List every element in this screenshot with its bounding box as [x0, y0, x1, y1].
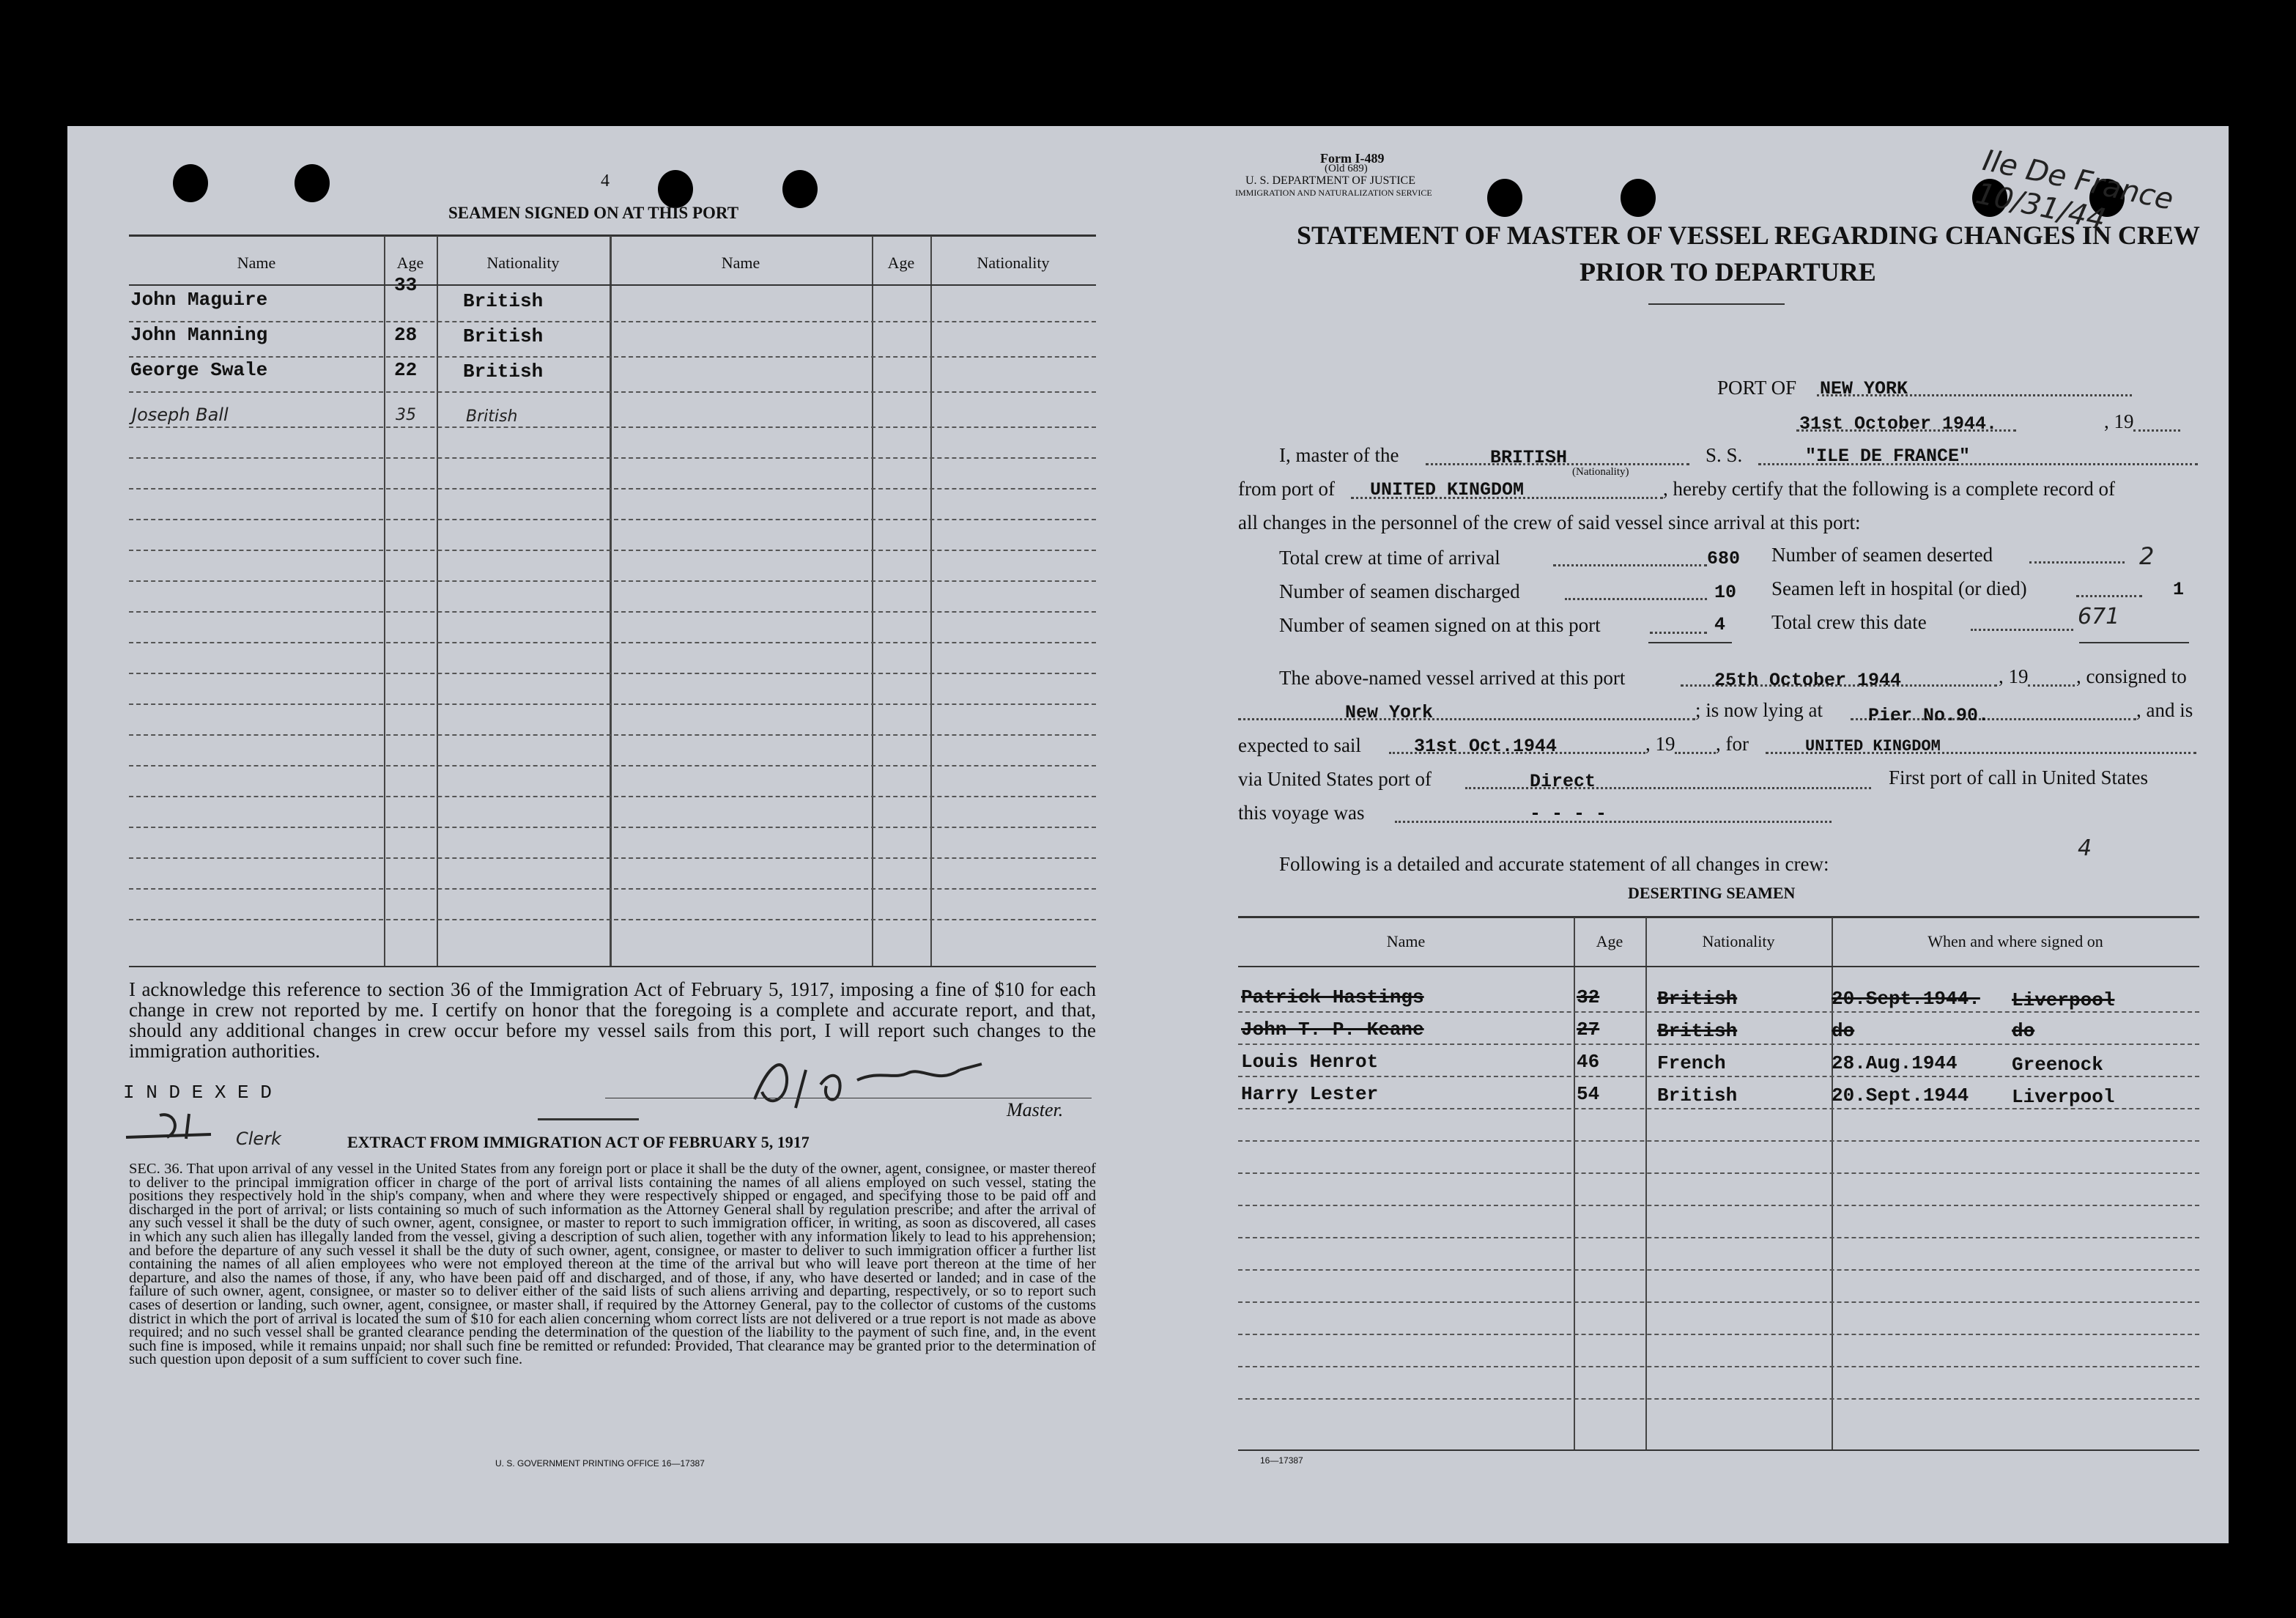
- extract-title: EXTRACT FROM IMMIGRATION ACT OF FEBRUARY 5, 1917: [347, 1133, 810, 1151]
- form-old: (Old 689): [1325, 163, 1368, 174]
- nationality-value: BRITISH: [1490, 447, 1568, 468]
- page-number: 4: [601, 171, 610, 191]
- expected-value: 31st Oct.1944: [1414, 736, 1558, 757]
- column-header: Name: [237, 254, 276, 272]
- year-label: , 19: [2104, 410, 2134, 432]
- and-is-label: , and is: [2136, 699, 2193, 721]
- via-value: Direct: [1530, 771, 1596, 792]
- signed-name: John Maguire: [130, 289, 268, 311]
- consignee-value: New York: [1345, 702, 1434, 723]
- signed-nationality: British: [463, 325, 544, 347]
- column-header: Name: [1386, 932, 1426, 950]
- form-number: Form I-489: [1320, 151, 1385, 166]
- hospital-value: 1: [2173, 579, 2185, 600]
- expected-label: expected to sail: [1238, 734, 1361, 756]
- signed-name: George Swale: [130, 359, 268, 381]
- deserting-date: 20.Sept.1944: [1832, 1085, 1969, 1107]
- deserting-place: do: [2012, 1020, 2035, 1042]
- signed-on-value: 4: [1714, 614, 1726, 635]
- margin-note: 4: [2078, 835, 2092, 861]
- printing-office: U. S. GOVERNMENT PRINTING OFFICE 16—17387: [495, 1458, 705, 1469]
- port-value: NEW YORK: [1820, 378, 1908, 399]
- form-subtitle: PRIOR TO DEPARTURE: [1580, 257, 1876, 287]
- ship-name: "ILE DE FRANCE": [1805, 446, 1971, 467]
- signed-age: 35: [396, 406, 416, 424]
- date-value: 31st October 1944.: [1799, 413, 1998, 435]
- handwritten-note: Ile De France 10/31/44: [1972, 144, 2177, 237]
- master-of-label: I, master of the: [1279, 444, 1399, 466]
- voyage-label: this voyage was: [1238, 802, 1365, 824]
- punch-hole: [1621, 179, 1656, 217]
- master-label: Master.: [1007, 1099, 1064, 1120]
- consigned-label: , consigned to: [2076, 665, 2187, 687]
- footer-code: 16—17387: [1260, 1455, 1303, 1466]
- signed-nationality: British: [463, 290, 544, 312]
- lying-label: ; is now lying at: [1695, 699, 1823, 721]
- signed-nationality: British: [466, 407, 518, 426]
- deserting-name: Harry Lester: [1241, 1083, 1379, 1105]
- port-label: PORT OF: [1717, 377, 1797, 399]
- column-header: Nationality: [977, 254, 1050, 272]
- deserting-nationality: British: [1657, 1020, 1738, 1042]
- indexed-stamp: I N D E X E D: [123, 1082, 272, 1104]
- clerk-initials: [123, 1108, 226, 1145]
- deserting-age: 46: [1577, 1051, 1600, 1073]
- acknowledgement-text: I acknowledge this reference to section 36 of the Immigration Act of February 5, 1917, imposing a fine of $10 for each change in crew not reported by me. I certify on honor that the foregoing is a complete and accurate report, and that, should any additional changes in crew occur before my vessel sails from this port, I will report such changes to the immigration authorities.: [129, 978, 1096, 1062]
- signed-age: 22: [394, 359, 418, 381]
- column-header: Age: [887, 254, 915, 272]
- deserting-age: 54: [1577, 1083, 1600, 1105]
- signed-age: 28: [394, 324, 418, 346]
- deserting-nationality: British: [1657, 988, 1738, 1010]
- discharged-label: Number of seamen discharged: [1279, 580, 1520, 602]
- deserting-place: Greenock: [2012, 1054, 2103, 1076]
- deserting-date: 28.Aug.1944: [1832, 1052, 1958, 1074]
- signed-nationality: British: [463, 361, 544, 383]
- punch-hole: [295, 164, 330, 202]
- column-header: Age: [396, 254, 424, 272]
- arrived-label: The above-named vessel arrived at this port: [1279, 667, 1626, 689]
- deserting-name: John T. P. Keane: [1241, 1019, 1424, 1041]
- signed-on-label: Number of seamen signed on at this port: [1279, 614, 1601, 636]
- following-label: Following is a detailed and accurate statement of all changes in crew:: [1279, 853, 1829, 875]
- deserting-place: Liverpool: [2012, 989, 2115, 1011]
- column-header: When and where signed on: [1927, 932, 2103, 950]
- deserting-nationality: British: [1657, 1085, 1738, 1107]
- from-port-value: UNITED KINGDOM: [1370, 479, 1525, 500]
- column-header: Age: [1596, 932, 1623, 950]
- year-label-3: , 19: [1645, 733, 1675, 755]
- deserted-label: Number of seamen deserted: [1771, 544, 1993, 566]
- from-port-label: from port of: [1238, 478, 1335, 500]
- punch-hole: [782, 170, 818, 208]
- for-label: , for: [1716, 733, 1749, 755]
- ss-label: S. S.: [1706, 444, 1743, 466]
- deserting-date: do: [1832, 1020, 1855, 1042]
- total-arrival-value: 680: [1707, 548, 1741, 569]
- column-header: Name: [721, 254, 760, 272]
- deserting-nationality: French: [1657, 1052, 1726, 1074]
- deserting-age: 32: [1577, 986, 1600, 1008]
- via-label: via United States port of: [1238, 768, 1432, 790]
- deserting-place: Liverpool: [2012, 1086, 2115, 1108]
- total-date-value: 671: [2078, 604, 2120, 629]
- punch-hole: [173, 164, 208, 202]
- extract-text: SEC. 36. That upon arrival of any vessel in the United States from any foreign port or place it shall be the duty of the owner, agent, consignee, or master thereof to deliver to the principal immigration officer in charge of the port of arrival lists containing the names of all aliens employed on such vessel, stating the positions they respectively hold in the ship's company, when and where they were respectively shipped or engaged, and specifying those to be paid off and discharged in the port of arrival; or lists containing so much of such information as the Attorney General shall by regulation prescribe; and after the arrival of any such vessel it shall be the duty of such owner, agent, consignee, or master to report to such immigration officer, in writing, as soon as discovered, all cases in which any such alien has illegally landed from the vessel, giving a description of such alien, together with any information likely to lead to his apprehension; and before the departure of any such vessel it shall be the duty of such owner, agent, consignee, or master to deliver to such immigration officer a further list containing the names of all alien employees who were not employed thereon at the time of the arrival but who will leave port thereon at the time of her departure, and also the names of those, if any, who have been paid off and discharged, and of those, if any, who have deserted or landed; and in case of the failure of such owner, agent, consignee, or master so to deliver either of the said lists of such aliens arriving and departing, respectively, or so to report such cases of desertion or landing, such owner, agent, consignee, or master shall, if required by the Attorney General, pay to the collector of customs of the customs district in which the port of arrival is located the sum of $10 for each alien concerning whom correct lists are not delivered or a true report is not made as above required; and no such vessel shall be granted clearance pending the determination of the question of the liability to the payment of such fine, and, in the event such fine is imposed, while it remains unpaid; nor shall such fine be remitted or refunded: Provided, That clearance may be granted prior to the determination of such question upon deposit of a sum sufficient to cover such fine.: [129, 1161, 1096, 1368]
- nationality-caption: (Nationality): [1572, 466, 1629, 478]
- deserting-title: DESERTING SEAMEN: [1628, 884, 1796, 902]
- certify-text: , hereby certify that the following is a complete record of: [1663, 478, 2116, 500]
- punch-hole: [658, 170, 693, 208]
- form-title: STATEMENT OF MASTER OF VESSEL REGARDING CHANGES IN CREW: [1297, 221, 2200, 250]
- hospital-label: Seamen left in hospital (or died): [1771, 577, 2027, 599]
- signed-age: 33: [394, 274, 418, 296]
- deserting-name: Louis Henrot: [1241, 1051, 1379, 1073]
- signed-name: Joseph Ball: [132, 404, 229, 425]
- first-port-label: First port of call in United States: [1889, 766, 2148, 788]
- total-arrival-label: Total crew at time of arrival: [1279, 547, 1500, 569]
- section-title: SEAMEN SIGNED ON AT THIS PORT: [448, 204, 739, 222]
- column-header: Nationality: [1702, 932, 1775, 950]
- column-header: Nationality: [486, 254, 560, 272]
- clerk-label: Clerk: [236, 1128, 281, 1149]
- voyage-value: - - - -: [1530, 803, 1607, 824]
- discharged-value: 10: [1714, 582, 1737, 603]
- deserting-age: 27: [1577, 1019, 1600, 1041]
- all-changes-text: all changes in the personnel of the crew of said vessel since arrival at this port:: [1238, 511, 1861, 533]
- lying-value: Pier No.90.: [1868, 705, 1990, 726]
- department: U. S. DEPARTMENT OF JUSTICE: [1245, 174, 1415, 187]
- deserted-value: 2: [2139, 542, 2155, 570]
- arrived-value: 25th October 1944: [1714, 670, 1902, 691]
- deserting-date: 20.Sept.1944.: [1832, 988, 1980, 1010]
- service: IMMIGRATION AND NATURALIZATION SERVICE: [1235, 188, 1432, 198]
- deserting-name: Patrick Hastings: [1241, 986, 1424, 1008]
- master-signature: [740, 1048, 1004, 1115]
- signed-name: John Manning: [130, 324, 268, 346]
- for-value: UNITED KINGDOM: [1805, 737, 1941, 756]
- total-date-label: Total crew this date: [1771, 611, 1927, 633]
- year-label-2: , 19: [1999, 665, 2029, 687]
